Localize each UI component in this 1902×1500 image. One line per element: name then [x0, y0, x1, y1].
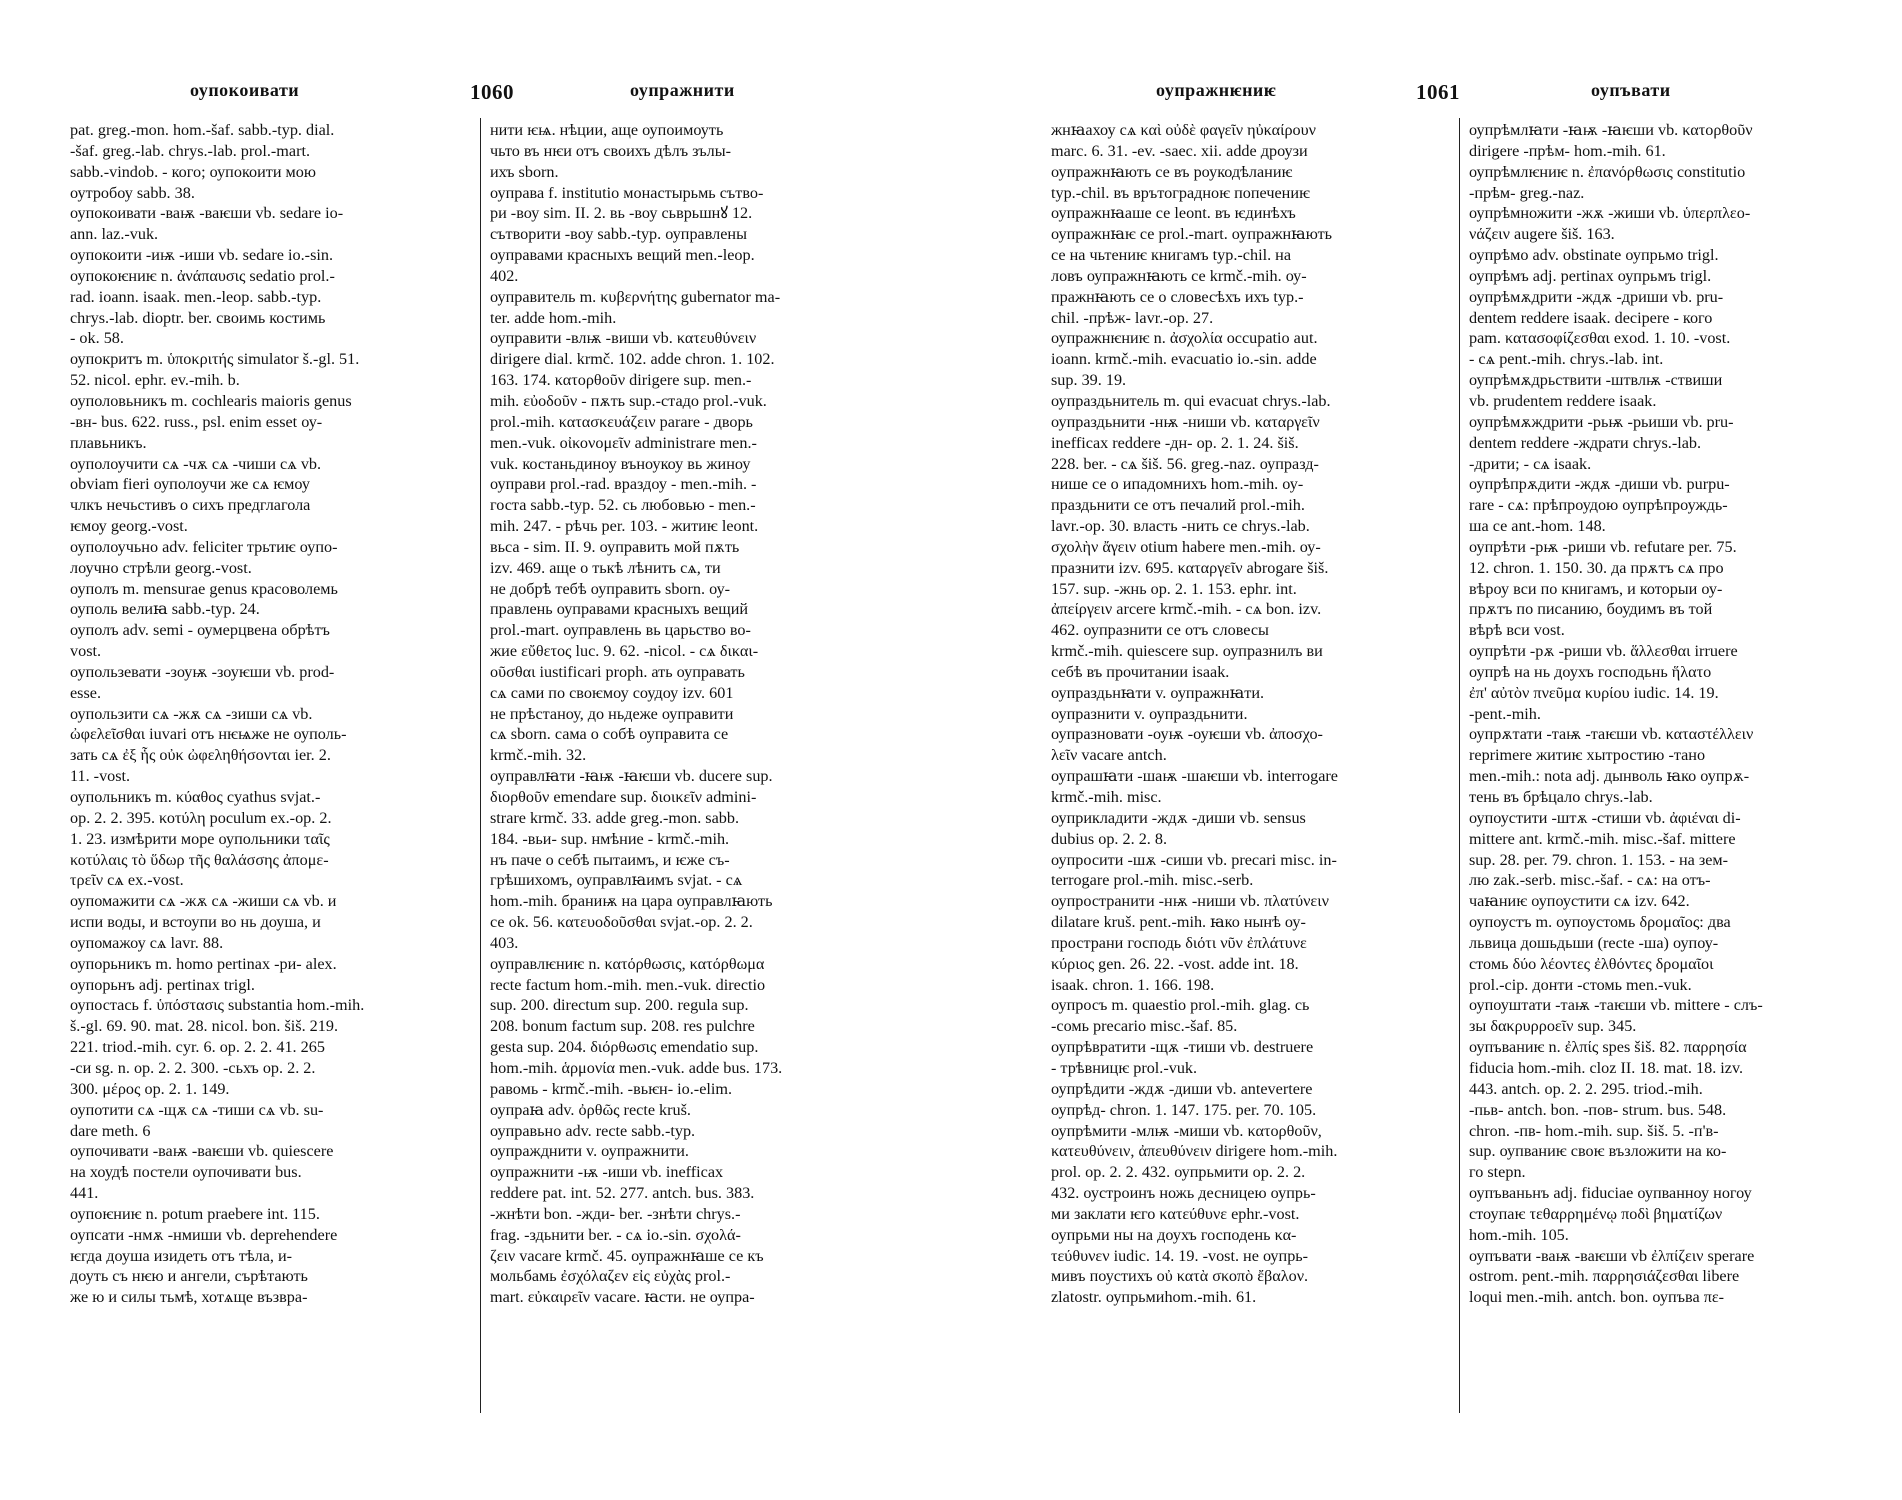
page-number: 1060 — [470, 80, 514, 104]
running-header — [951, 80, 1902, 110]
text-column-left — [70, 120, 475, 1465]
page-1061 — [951, 0, 1902, 1500]
header-last-entry: оупъвати — [1591, 80, 1671, 100]
page-number: 1061 — [1416, 80, 1460, 104]
column-text: оупрѣмлꙗти -ꙗѭ -ꙗѥши vb. κατορθοῦν dirigere -прѣм- hom.-mih. 61. оупрѣмлѥниѥ n. ἐπανόρθωσις constitutio -прѣм- greg.-naz. оупрѣмножити -жѫ -жиши vb. ὑπερπλεο- νάζειν augere šiš. 163. оупрѣмо adv. obstinate оупрьмо trigl. оупрѣмъ adj. pertinax оупрьмъ trigl. оупрѣмѫдрити -ждѫ -дриши vb. pru- dentem reddere isaak. decipere - кого pam. κατασοφίζεσθαι exod. 1. 10. -vost. - сѧ pent.-mih. chrys.-lab. int. оупрѣмѫдрьствити -штвлѭ -ствиши vb. prudentem reddere isaak. оупрѣмѫждрити -рьѭ -рьиши vb. pru- dentem reddere -ждрати chrys.-lab. -дрити; - сѧ isaak. оупрѣпрѫдити -ждѫ -диши vb. purpu- rare - сѧ: прѣпроудою оупрѣпроуждь- ша се ant.-hom. 148. оупрѣти -рѭ -риши vb. refutare per. 75. 12. chron. 1. 150. 30. да прѫтъ сѧ про вѣроу вси по книгамъ, и которыи оу- прѫтъ по писанию, боудимъ въ той вѣрѣ вси vost. оупрѣти -рѫ -риши vb. ἅλλεσθαι irruere оупрѣ на нь доухъ господьнь ἥλατο ἐπ' αὐτὸν πνεῦμα κυρίου iudic. 14. 19. -pent.-mih. оупрѫтати -таѭ -таѥши vb. καταστέλλειν reprimere житиѥ хытростию -тано men.-mih.: nota adj. дынволь ꙗко оупрѫ- тень въ брѣцало chrys.-lab. оупоустити -штѫ -стиши vb. ἀφιέναι di- mittere ant. krmč.-mih. misc.-šaf. mittere sup. 28. per. 79. chron. 1. 153. - на зем- лю zak.-serb. misc.-šaf. - сѧ: на отъ- чаꙗниѥ оупоустити сѧ izv. 642. оупоустъ m. оупоустомь δρομαῖος: два львица дошьдьши (recte -ша) оупоу- стомь δύο λέοντες ἐλθόντες δρομαῖοι prol.-cip. донти -стомь men.-vuk. оупоуштати -таѭ -таѥши vb. mittere - слъ- зы δακρυρροεῖν sup. 345. оупъваниѥ n. ἐλπίς spes šiš. 82. παρρησία fiducia hom.-mih. cloz II. 18. mat. 18. izv. 443. antch. op. 2. 2. 295. triod.-mih. -пьв- antch. bon. -пов- strum. bus. 548. chron. -пв- hom.-mih. sup. šiš. 5. -п'в- sup. оупваниѥ своѥ възложити на ко- го stepn. оупъваньнъ adj. fiduciae оупванноу ногоу стоупаѥ τεθαρρημένῳ ποδὶ βηματίζων hom.-mih. 105. оупъвати -ваѭ -ваѥши vb ἐλπίζειν sperare ostrom. pent.-mih. παρρησιάζεσθαι libere loqui men.-mih. antch. bon. оупъва πε- — [1469, 121, 1763, 1307]
text-column-left — [1051, 120, 1456, 1465]
text-column-right — [1469, 120, 1869, 1465]
header-first-entry: оупокоивати — [190, 80, 300, 100]
text-column-right — [490, 120, 895, 1465]
column-text: pat. greg.-mon. hom.-šaf. sabb.-typ. dial. -šaf. greg.-lab. chrys.-lab. prol.-mart. sabb.-vindob. - кого; оупокоити мою оутробоу sabb. 38. оупокоивати -ваѭ -ваѥши vb. sedare io- ann. laz.-vuk. оупокоити -иѭ -иши vb. sedare io.-sin. оупокоѥниѥ n. ἀνάπαυσις sedatio prol.- rad. ioann. isaak. men.-leop. sabb.-typ. chrys.-lab. dioptr. ber. своимь костимь - ok. 58. оупокритъ m. ὑποκριτής simulator š.-gl. 51. 52. nicol. ephr. ev.-mih. b. оуполовьникъ m. cochlearis maioris genus -вн- bus. 622. russ., psl. enim esset оу- плавьникъ. оуполоучити сѧ -чѫ сѧ -чиши сѧ vb. obviam fieri оуполоучи же сѧ ѥмоу члкъ нечьстивъ о сихъ предглагола ѥмоу georg.-vost. оуполоучьно adv. feliciter трьтиѥ оупо- лоучно стрѣли georg.-vost. оуполъ m. mensurae genus красоволемь оуполь велиꙗ sabb.-typ. 24. оуполъ adv. semi - оумерцвена обрѣтъ vost. оупользевати -зоуѭ -зоуѥши vb. prod- esse. оупользити сѧ -жѫ сѧ -зиши сѧ vb. ὠφελεῖσθαι iuvari отъ нѥѩже не оуполь- зать сѧ ἐξ ἧς οὐκ ὠφεληθήσονται ier. 2. 11. -vost. оупольникъ m. κύαθος cyathus svjat.- op. 2. 2. 395. κοτύλη poculum ex.-op. 2. 1. 23. измѣрити море оупольники ταῖς κοτύλαις τὸ ὕδωρ τῆς θαλάσσης ἀπομε- τρεῖν сѧ ex.-vost. оупомажити сѧ -жѫ сѧ -жиши сѧ vb. и испи воды, и встоупи во нь доуша, и оупомажоу сѧ lavr. 88. оупорьникъ m. homo pertinax -ри- alex. оупорьнъ adj. pertinax trigl. оупостась f. ὑπόστασις substantia hom.-mih. š.-gl. 69. 90. mat. 28. nicol. bon. šiš. 219. 221. triod.-mih. cyr. 6. op. 2. 2. 41. 265 -си sg. n. op. 2. 2. 300. -сьхъ op. 2. 2. 300. μέρος op. 2. 1. 149. оупотити сѧ -щѫ сѧ -тиши сѧ vb. su- dare meth. 6 оупочивати -ваѭ -ваѥши vb. quiescere на хоудѣ постели оупочивати bus. 441. оупоѥниѥ n. potum praebere int. 115. оупсати -нмѫ -нмиши vb. deprehendere ѥгда доуша изидеть отъ тѣла, и- доуть съ нѥю и ангели, сърѣтають же ю и силы тьмѣ, хотѧще възвра- — [70, 121, 365, 1307]
column-divider — [1459, 118, 1460, 1413]
column-text: жнꙗахоу сѧ καὶ οὐδὲ φαγεῖν ηὐκαίρουν marc. 6. 31. -ev. -saec. xii. adde дроузи оупражнꙗють се въ роукодѣланиѥ typ.-chil. въ врътоградноѥ попечениѥ оупражнꙗаше се leont. въ ѥдинѣхъ оупражнꙗѥ се prol.-mart. оупражнꙗють се на чьтениѥ книгамъ typ.-chil. на ловъ оупражнꙗють се krmč.-mih. оу- пражнꙗють се о словесѣхъ ихъ typ.- chil. -прѣж- lavr.-op. 27. оупражнѥниѥ n. ἀσχολία occupatio aut. ioann. krmč.-mih. evacuatio io.-sin. adde sup. 39. 19. оупраздьнитель m. qui evacuat chrys.-lab. оупраздьнити -нѭ -ниши vb. καταργεῖν inefficax reddere -дн- op. 2. 1. 24. šiš. 228. ber. - сѧ šiš. 56. greg.-naz. оупразд- нише се о ипадомнихъ hom.-mih. оу- праздьнити се отъ печалий prol.-mih. lavr.-op. 30. власть -нить се chrys.-lab. σχολὴν ἄγειν otium habere men.-mih. оу- празнити izv. 695. καταργεῖν abrogare šiš. 157. sup. -жнь op. 2. 1. 153. ephr. int. ἀπείργειν arcere krmč.-mih. - сѧ bon. izv. 462. оупразнити се отъ словесы krmč.-mih. quiescere sup. оупразнилъ ви себѣ въ прочитании isaak. оупраздьнꙗти v. оупражнꙗти. оупразнити v. оупраздьнити. оупразновати -оуѭ -оуѥши vb. ἀποσχο- λεῖν vacare antch. оупрашꙗти -шаѭ -шаѥши vb. interrogare krmč.-mih. misc. оуприкладити -ждѫ -диши vb. sensus dubius op. 2. 2. 8. оупросити -шѫ -сиши vb. precari misc. in- terrogare prol.-mih. misc.-serb. оупространити -нѭ -ниши vb. πλατύνειν dilatare kruš. pent.-mih. ꙗко нынѣ оу- пространи господь διότι νῦν ἐπλάτυνε κύριος gen. 26. 22. -vost. adde int. 18. isaak. chron. 1. 166. 198. оупросъ m. quaestio prol.-mih. glag. сь -сомь precario misc.-šaf. 85. оупрѣвратити -щѫ -тиши vb. destruere - трѣвницѥ prol.-vuk. оупрѣдити -ждѫ -диши vb. antevertere оупрѣд- chron. 1. 147. 175. per. 70. 105. оупрѣмити -млѭ -миши vb. κατορθοῦν, κατευθύνειν, ἀπευθύνειν dirigere hom.-mih. prol. op. 2. 2. 432. оупрьмити op. 2. 2. 432. оустроинъ ножь десницею оупрь- ми заклати ѥго κατεύθυνε ephr.-vost. оупрьми ны на доухъ господень κα- τεύθυνεν iudic. 14. 19. -vost. не оупрь- мивъ поустихъ οὐ κατὰ σκοπὸ ἔβαλον. zlatostr. оупрьмиhom.-mih. 61. — [1051, 121, 1338, 1307]
header-last-entry: оупражнити — [630, 80, 735, 100]
column-divider — [480, 118, 481, 1413]
column-text: нити ѥѩ. нѣции, аще оупоимоуть чьто въ нѥи отъ своихъ дѣлъ зълы- ихъ sborn. оуправа f. institutio монастырьмь сътво- ри -воу sim. II. 2. вь -воу сьврьшнꙋ 12. сътворити -воу sabb.-typ. оуправлены оуправами красныхъ вещий men.-leop. 402. оуправитель m. κυβερνήτης gubernator ma- ter. adde hom.-mih. оуправити -влѭ -виши vb. κατευθύνειν dirigere dial. krmč. 102. adde chron. 1. 102. 163. 174. κατορθοῦν dirigere sup. men.- mih. εὐοδοῦν - пѫть sup.-стадо prol.-vuk. prol.-mih. κατασκευάζειν parare - дворь men.-vuk. οἰκονομεῖν administrare men.- vuk. костаньдиноу въноукоу вь жиноу оуправи prol.-rad. враздоу - men.-mih. - госта sabb.-typ. 52. сь любовью - men.- mih. 247. - рѣчь per. 103. - житиѥ leont. вьса - sim. II. 9. оуправить мой пѫть izv. 469. аще о тькѣ лѣнить сѧ, ти не добрѣ тебѣ оуправить sborn. оу- правлень оуправами красныхъ вещий prol.-mart. оуправлень вь царьство во- жие εὔθετος luc. 9. 62. -nicol. - сѧ δικαι- οῦσθαι iustificari proph. ать оуправать сѧ сами по своѥмоу соудоу izv. 601 не прѣстаноу, до ньдеже оуправити сѧ sborn. сама о собѣ оуправита се krmč.-mih. 32. оуправлꙗти -ꙗѭ -ꙗѥши vb. ducere sup. διορθοῦν emendare sup. διοικεῖν admini- strare krmč. 33. adde greg.-mon. sabb. 184. -вьи- sup. нмѣние - krmč.-mih. нъ паче о себѣ пытаимъ, и ѥже съ- грѣшихомъ, оуправлꙗимъ svjat. - сѧ hom.-mih. браниѭ на цара оуправлꙗють се ok. 56. κατευοδοῦσθαι svjat.-op. 2. 2. 403. оуправлѥниѥ n. κατόρθωσις, κατόρθωμα recte factum hom.-mih. men.-vuk. directio sup. 200. directum sup. 200. regula sup. 208. bonum factum sup. 208. res pulchre gesta sup. 204. διόρθωσις emendatio sup. hom.-mih. ἁρμονία men.-vuk. adde bus. 173. равомь - krmč.-mih. -вьѥн- io.-elim. оупраꙗ adv. ὀρθῶς recte kruš. оуправьно adv. recte sabb.-typ. оупражднити v. оупражнити. оупражнити -ѭ -иши vb. inefficax reddere pat. int. 52. 277. antch. bus. 383. -жнѣти bon. -жди- ber. -знѣти chrys.- frag. -здьнити ber. - сѧ io.-sin. σχολά- ζειν vacare krmč. 45. оупражнꙗше се къ мольбамь ἐσχόλαζεν εἰς εὐχὰς prol.- mart. εὐκαιρεῖν vacare. ꙗсти. не оупра- — [490, 121, 783, 1307]
header-first-entry: оупражнѥниѥ — [1156, 80, 1277, 100]
running-header — [0, 80, 951, 110]
